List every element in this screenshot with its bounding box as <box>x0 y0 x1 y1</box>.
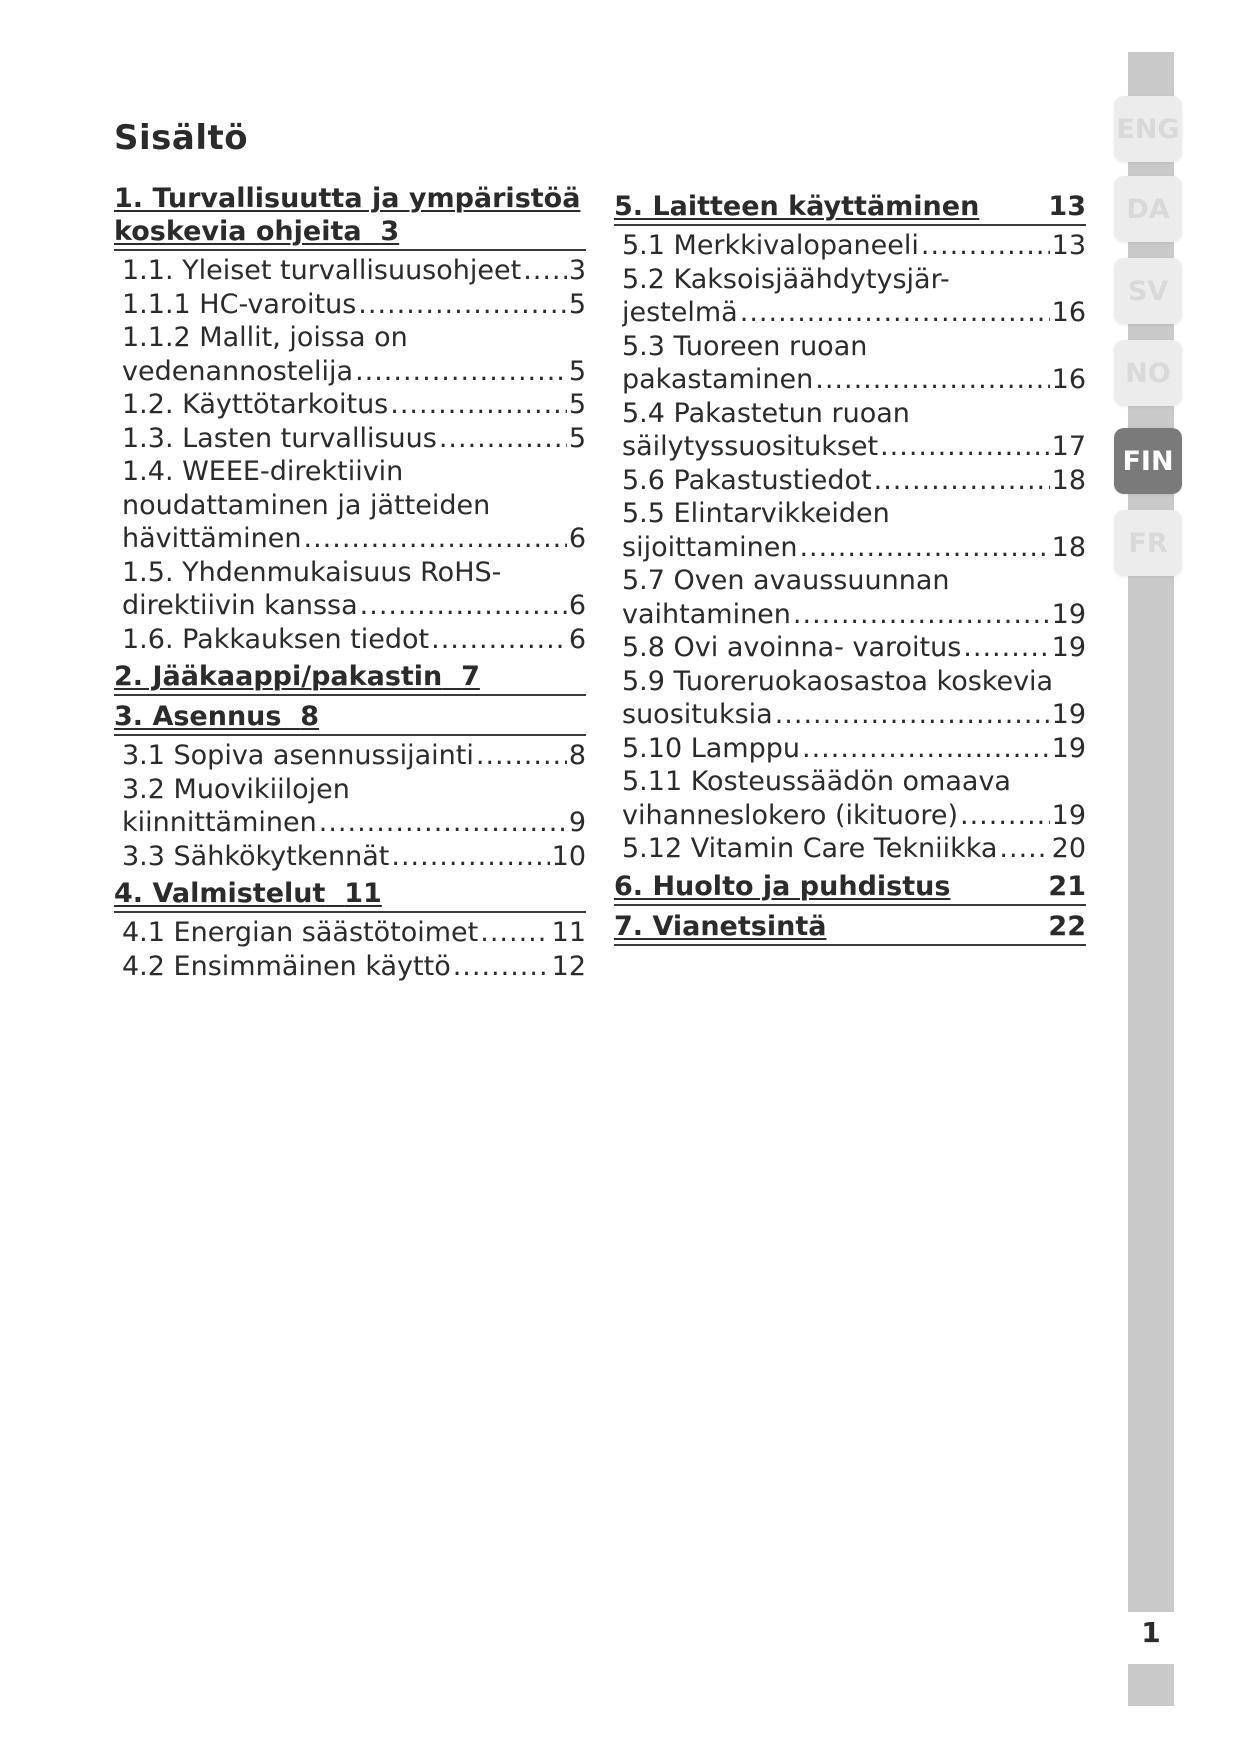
entry-text: pakastaminen <box>622 364 814 395</box>
dot-leader <box>999 832 1049 866</box>
section-label: 2. Jääkaappi/pakastin <box>114 661 443 692</box>
section-page: 8 <box>300 701 320 732</box>
section-page: 7 <box>461 661 480 692</box>
entry-page: 16 <box>1051 297 1086 328</box>
section-page: 13 <box>1048 191 1086 222</box>
dot-leader <box>880 430 1050 464</box>
entry-text: 5.4 Pakastetun ruoan <box>622 397 910 429</box>
dot-leader <box>304 522 567 556</box>
entry-text: 1.3. Lasten turvallisuus <box>122 422 437 454</box>
entry-page: 8 <box>568 740 586 771</box>
dot-leader <box>390 388 567 422</box>
entry-text: 1.4. WEEE-direktiivin <box>122 456 404 487</box>
entry-text: 1.1.2 Mallit, joissa on <box>122 322 408 353</box>
page-title: Sisältö <box>114 118 249 158</box>
toc-entry[interactable] <box>614 732 1086 766</box>
entry-page: 20 <box>1051 833 1086 864</box>
section-label: 7. Vianetsintä <box>614 910 827 942</box>
entry-text: 5.10 Lamppu <box>622 732 800 764</box>
dot-leader <box>740 296 1050 330</box>
toc-entry-line <box>122 589 586 623</box>
entry-text: 5.12 Vitamin Care Tekniikka <box>622 833 998 864</box>
entry-page: 18 <box>1051 464 1086 496</box>
language-tab-fin[interactable]: FIN <box>1114 428 1182 494</box>
toc-section-heading[interactable] <box>614 190 1086 226</box>
entry-page: 18 <box>1051 531 1086 563</box>
entry-page: 19 <box>1051 598 1086 630</box>
entry-page: 19 <box>1051 699 1086 730</box>
entry-text: 5.3 Tuoreen ruoan <box>622 330 868 362</box>
entry-text: 5.8 Ovi avoinna- varoitus <box>622 632 962 663</box>
toc-entry[interactable] <box>614 564 1086 631</box>
entry-text: 1.5. Yhdenmukaisuus RoHS- <box>122 556 502 588</box>
entry-text: säilytyssuositukset <box>622 431 879 462</box>
dot-leader <box>439 422 567 456</box>
toc-entry-line <box>622 665 1086 699</box>
entry-text: vaihtaminen <box>622 598 791 630</box>
toc-entry-line <box>122 489 586 523</box>
entry-text: 1.1.1 HC-varoitus <box>122 288 357 320</box>
toc-entry-line <box>122 388 586 422</box>
entry-page: 17 <box>1051 431 1086 462</box>
language-tab-eng[interactable]: ENG <box>1114 96 1182 162</box>
toc-column-right <box>614 186 1086 949</box>
toc-entry[interactable] <box>614 330 1086 397</box>
entry-page: 5 <box>568 355 586 387</box>
entry-text: vedenannostelija <box>122 355 354 387</box>
entry-text: 5.11 Kosteussäädön omaava <box>622 766 1011 797</box>
dot-leader <box>480 916 549 950</box>
toc-entry[interactable] <box>614 765 1086 832</box>
language-tab-fr[interactable]: FR <box>1114 510 1182 576</box>
dot-leader <box>453 950 550 984</box>
entry-text: 5.6 Pakastustiedot <box>622 464 872 496</box>
toc-section-heading[interactable] <box>114 660 586 696</box>
entry-text: suosituksia <box>622 699 773 730</box>
entry-text: 4.2 Ensimmäinen käyttö <box>122 950 451 982</box>
dot-leader <box>793 598 1050 632</box>
section-label: 6. Huolto ja puhdistus <box>614 870 951 902</box>
language-tab-sv[interactable]: SV <box>1114 258 1182 324</box>
toc-entry[interactable] <box>114 916 586 950</box>
entry-page: 9 <box>568 807 586 838</box>
section-page: 11 <box>344 878 382 909</box>
entry-page: 12 <box>551 950 586 982</box>
toc-entry[interactable] <box>114 950 586 984</box>
entry-page: 6 <box>568 590 586 621</box>
dot-leader <box>775 698 1050 732</box>
toc-entry-line <box>122 739 586 773</box>
toc-entry-line <box>122 840 586 874</box>
toc-entry-line <box>622 698 1086 732</box>
toc-entry-line <box>122 522 586 556</box>
toc-entry-line <box>622 832 1086 866</box>
toc-entry[interactable] <box>114 840 586 874</box>
toc-entry-line <box>622 531 1086 565</box>
entry-page: 10 <box>551 840 586 872</box>
dot-leader <box>391 840 549 874</box>
toc-column-left <box>114 178 586 983</box>
dot-leader <box>921 229 1050 263</box>
dot-leader <box>799 531 1049 565</box>
dot-leader <box>815 363 1049 397</box>
toc-entry-line <box>122 773 586 807</box>
section-label: 5. Laitteen käyttäminen <box>614 191 980 222</box>
toc-entry[interactable] <box>614 397 1086 464</box>
entry-text: kiinnittäminen <box>122 807 317 838</box>
section-label: 4. Valmistelut <box>114 878 326 909</box>
toc-entry[interactable] <box>614 832 1086 866</box>
entry-page: 19 <box>1051 732 1086 764</box>
toc-entry-line <box>622 732 1086 766</box>
entry-text: 1.6. Pakkauksen tiedot <box>122 623 430 655</box>
toc-entry-line <box>622 598 1086 632</box>
entry-text: 1.1. Yleiset turvallisuusohjeet <box>122 255 522 286</box>
section-page: 21 <box>1048 870 1086 902</box>
toc-entry[interactable] <box>614 464 1086 498</box>
dot-leader <box>358 288 567 322</box>
toc-entry-line <box>122 355 586 389</box>
toc-entry[interactable] <box>614 631 1086 665</box>
toc-entry-line <box>122 254 586 288</box>
language-tab-no[interactable]: NO <box>1114 340 1182 406</box>
toc-entry-line <box>122 556 586 590</box>
entry-text: hävittäminen <box>122 523 302 554</box>
entry-page: 5 <box>568 422 586 454</box>
toc-entry[interactable] <box>114 321 586 388</box>
toc-entry[interactable] <box>114 288 586 322</box>
language-tab-da[interactable]: DA <box>1114 176 1182 242</box>
entry-page: 6 <box>568 523 586 554</box>
toc-entry-line <box>622 363 1086 397</box>
toc-entry-line <box>622 799 1086 833</box>
dot-leader <box>523 254 567 288</box>
entry-text: 5.9 Tuoreruokaosastoa koskevia <box>622 665 1054 697</box>
toc-entry-line <box>122 321 586 355</box>
toc-entry[interactable] <box>614 229 1086 263</box>
dot-leader <box>874 464 1050 498</box>
dot-leader <box>960 799 1050 833</box>
toc-entry-line <box>622 397 1086 431</box>
toc-entry-line <box>622 263 1086 297</box>
toc-section-heading[interactable] <box>114 700 586 736</box>
entry-text: 4.1 Energian säästötoimet <box>122 917 479 948</box>
entry-text: sijoittaminen <box>622 531 798 563</box>
entry-page: 19 <box>1051 632 1086 663</box>
toc-entry[interactable] <box>114 254 586 288</box>
dot-leader <box>355 355 567 389</box>
section-label: 1. Turvallisuutta ja ympäristöä koskevia ohjeita <box>114 183 581 247</box>
dot-leader <box>802 732 1050 766</box>
toc-entry-line <box>122 623 586 657</box>
entry-text: 5.7 Oven avaussuunnan <box>622 565 950 596</box>
entry-text: 1.2. Käyttötarkoitus <box>122 389 389 420</box>
section-page: 3 <box>380 216 400 247</box>
dot-leader <box>476 739 567 773</box>
section-label: 3. Asennus <box>114 701 282 732</box>
entry-page: 3 <box>568 255 586 286</box>
entry-page: 19 <box>1051 799 1086 831</box>
section-page: 22 <box>1048 910 1086 942</box>
dot-leader <box>963 631 1049 665</box>
toc-entry[interactable] <box>114 773 586 840</box>
entry-page: 5 <box>568 288 586 320</box>
entry-text: vihanneslokero (ikituore) <box>622 799 958 831</box>
toc-entry-line <box>622 631 1086 665</box>
toc-entry-line <box>622 330 1086 364</box>
toc-entry-line <box>622 564 1086 598</box>
entry-text: jestelmä <box>622 297 738 328</box>
toc-entry-line <box>122 950 586 984</box>
toc-entry[interactable] <box>614 665 1086 732</box>
dot-leader <box>360 589 567 623</box>
entry-text: 3.2 Muovikiilojen <box>122 773 350 805</box>
toc-entry-line <box>622 464 1086 498</box>
toc-entry-line <box>122 806 586 840</box>
entry-text: 5.2 Kaksoisjäähdytysjär- <box>622 263 950 295</box>
toc-entry[interactable] <box>114 422 586 456</box>
side-bar-footer-block <box>1128 1664 1174 1706</box>
toc-entry[interactable] <box>114 455 586 556</box>
entry-page: 6 <box>568 623 586 655</box>
toc-entry-line <box>622 430 1086 464</box>
page-number: 1 <box>1141 1616 1161 1649</box>
toc-entry[interactable] <box>114 556 586 623</box>
toc-entry[interactable] <box>614 497 1086 564</box>
entry-page: 5 <box>568 389 586 420</box>
toc-entry-line <box>622 296 1086 330</box>
entry-page: 16 <box>1051 364 1086 395</box>
entry-page: 13 <box>1051 230 1086 261</box>
entry-text: 5.5 Elintarvikkeiden <box>622 498 890 529</box>
toc-entry-line <box>122 288 586 322</box>
dot-leader <box>431 623 567 657</box>
toc-entry-line <box>122 422 586 456</box>
toc-entry-line <box>622 229 1086 263</box>
toc-section-heading[interactable] <box>614 870 1086 906</box>
entry-text: 5.1 Merkkivalopaneeli <box>622 230 919 261</box>
toc-section-heading[interactable] <box>614 910 1086 946</box>
entry-text: noudattaminen ja jätteiden <box>122 489 491 521</box>
toc-section-heading[interactable] <box>114 877 586 913</box>
toc-entry-line <box>122 455 586 489</box>
toc-entry[interactable] <box>614 263 1086 330</box>
toc-entry-line <box>622 497 1086 531</box>
toc-entry-line <box>622 765 1086 799</box>
dot-leader <box>319 806 567 840</box>
entry-text: 3.3 Sähkökytkennät <box>122 840 390 872</box>
toc-entry[interactable] <box>114 388 586 422</box>
entry-text: 3.1 Sopiva asennussijainti <box>122 740 474 771</box>
toc-section-heading[interactable] <box>114 182 586 251</box>
entry-text: direktiivin kanssa <box>122 590 358 621</box>
entry-page: 11 <box>551 917 586 948</box>
toc-entry[interactable] <box>114 739 586 773</box>
toc-entry[interactable] <box>114 623 586 657</box>
toc-entry-line <box>122 916 586 950</box>
